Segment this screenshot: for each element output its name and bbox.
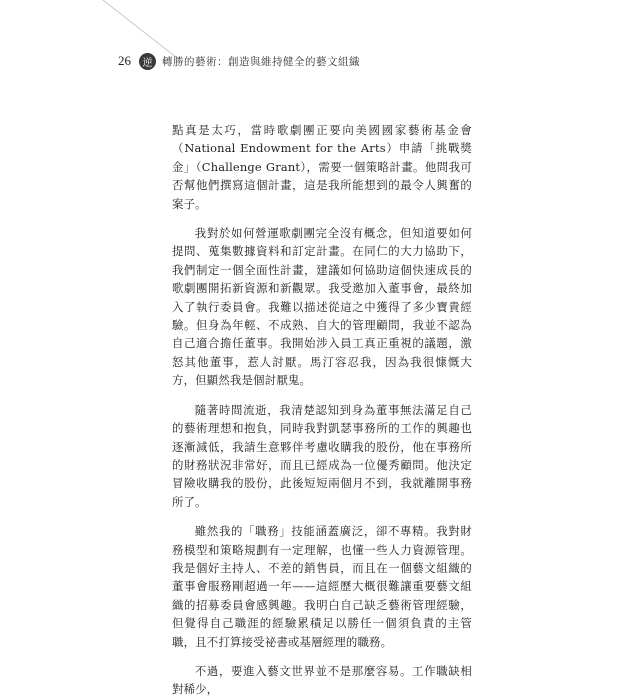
paragraph: 我對於如何營運歌劇團完全沒有概念，但知道要如何提問、蒐集數據資料和訂定計畫。在同仁的大力協助下，我們制定一個全面性計畫，建議如何協助這個快速成長的歌劇團開拓新資源和新觀眾。我受邀加入董事會，最終加入了執行委員會。我難以描述從這之中獲得了多少寶貴經驗。但身為年輕、不成熟、自大的管理顧問，我並不認為自己適合擔任董事。我開始涉入員工真正重視的議題，激怒其他董事，惹人討厭。馬汀容忍我，因為我很慷慨大方，但顯然我是個討厭鬼。 <box>172 226 472 388</box>
paragraph: 點真是太巧，當時歌劇團正要向美國國家藝術基金會（National Endowment for the Arts）申請「挑戰獎金」（Challenge Grant），需要一個策略計畫。他問我可否幫他們撰寫這個計畫，這是我所能想到的最令人興奮的案子。 <box>172 123 472 211</box>
paragraph: 隨著時間流逝，我清楚認知到身為董事無法滿足自己的藝術理想和抱負，同時我對凱瑟事務所的工作的興趣也逐漸減低，我請生意夥伴考慮收購我的股份，他在事務所的財務狀況非常好，而且已經成為一位優秀顧問。他決定冒險收購我的股份，此後短短兩個月不到，我就離開事務所了。 <box>172 402 472 509</box>
running-header <box>118 51 360 71</box>
paragraph: 不過，要進入藝文世界並不是那麼容易。工作職缺相對稀少， <box>172 663 472 697</box>
page-number: 26 <box>118 53 131 68</box>
book-title: 轉勝的藝術：創造與維持健全的藝文組織 <box>162 55 360 68</box>
chapter-badge: 逆 <box>139 53 156 70</box>
paragraph: 雖然我的「職務」技能涵蓋廣泛，卻不專精。我對財務模型和策略規劃有一定理解，也懂一些人力資源管理。我是個好主持人、不差的銷售員，而且在一個藝文組織的董事會服務剛超過一年——這經歷大概很難讓重要藝文組織的招募委員會感興趣。我明白自己缺乏藝術管理經驗，但覺得自己職涯的經驗累積足以勝任一個須負責的主管職，且不打算接受祕書或基層經理的職務。 <box>172 524 472 649</box>
body-text <box>172 121 472 699</box>
